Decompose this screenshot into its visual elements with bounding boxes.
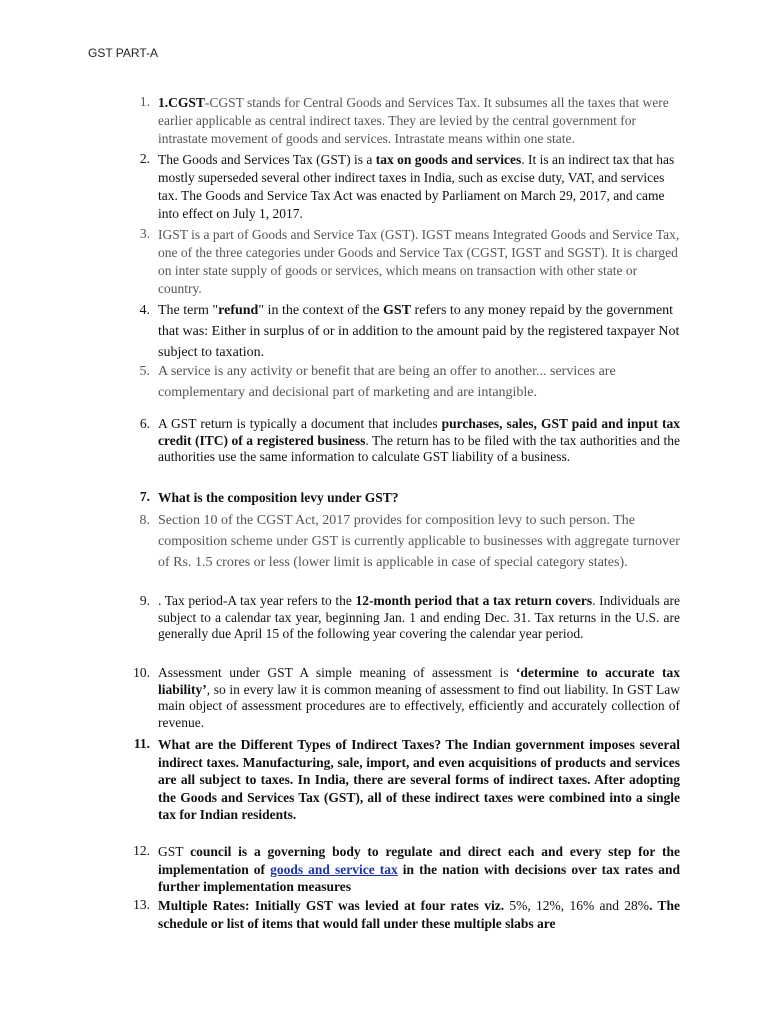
item-text: Section 10 of the CGST Act, 2017 provides for composition levy to such person. The composition scheme under GST is currently applicable to businesses with aggregate turnover of Rs. 1.5 crores or less (lower limit is applicable in case of special category states). <box>158 513 680 570</box>
item-number: 9. <box>139 593 150 608</box>
list-item-1 <box>118 94 680 148</box>
list-item-10 <box>118 665 680 731</box>
item-number: 5. <box>139 364 150 379</box>
item-text: A service is any activity or benefit that are being an offer to another... services are complementary and decisional part of marketing and are intangible. <box>158 364 616 400</box>
item-text: A GST return is typically a document that includes purchases, sales, GST paid and input tax credit (ITC) of a registered business. The return has to be filed with the tax authorities and the authorities use the same information to calculate GST liability of a business. <box>158 416 680 464</box>
term-cgst: 1.CGST <box>158 95 205 110</box>
list-item-6 <box>118 416 680 466</box>
list-item-12 <box>118 843 680 896</box>
item-text: GST council is a governing body to regulate and direct each and every step for the implementation of goods and service tax in the nation with decisions over tax rates and further implementation measures <box>158 844 680 895</box>
item-number: 8. <box>139 513 150 528</box>
item-number: 13. <box>133 897 150 912</box>
item-number: 1. <box>139 94 150 109</box>
list-item-11 <box>118 736 680 824</box>
item-number: 7. <box>139 489 150 504</box>
item-number: 3. <box>139 226 150 241</box>
page-header: GST PART-A <box>88 46 159 60</box>
item-text: The term "refund" in the context of the GST refers to any money repaid by the government that was: Either in surplus of or in addition to the amount paid by the registered taxpayer Not subject to taxation. <box>158 303 680 360</box>
list-item-4 <box>118 300 680 363</box>
item-number: 12. <box>133 843 150 858</box>
list-item-3 <box>118 226 680 298</box>
goods-and-service-tax-link[interactable]: goods and service tax <box>270 861 398 877</box>
item-text: . Tax period-A tax year refers to the 12-month period that a tax return covers. Individuals are subject to a calendar tax year, beginning Jan. 1 and ending Dec. 31. Tax returns in the U.S. are generally due April 15 of the following year covering the calendar year period. <box>158 593 680 641</box>
list-item-13 <box>118 897 680 932</box>
list-item-8 <box>118 510 680 573</box>
item-number: 4. <box>139 303 150 318</box>
item-text: 1.CGST-CGST stands for Central Goods and Services Tax. It subsumes all the taxes that were earlier applicable as central indirect taxes. They are levied by the central government for intrastate movement of goods and services. Intrastate means within one state. <box>158 95 669 146</box>
item-number: 11. <box>133 736 150 751</box>
item-number: 10. <box>133 665 150 680</box>
item-text: IGST is a part of Goods and Service Tax (GST). IGST means Integrated Goods and Service Tax, one of the three categories under Goods and Service Tax (CGST, IGST and SGST). It is charged on inter state supply of goods or services, which means on transaction with other state or country. <box>158 227 680 296</box>
item-number: 2. <box>139 151 150 166</box>
list-item-5 <box>118 361 680 403</box>
item-number: 6. <box>139 416 150 431</box>
item-text: What are the Different Types of Indirect Taxes? The Indian government imposes several indirect taxes. Manufacturing, sale, import, and even acquisitions of products and services are all subject to taxes. In India, there are several forms of indirect taxes. After adopting the Goods and Services Tax (GST), all of these indirect taxes were combined into a single tax for Indian residents. <box>158 737 680 823</box>
item-text: What is the composition levy under GST? <box>158 490 399 505</box>
list-item-7 <box>118 489 680 507</box>
list-item-2 <box>118 151 680 223</box>
list-item-9 <box>118 593 680 643</box>
item-text: Assessment under GST A simple meaning of assessment is ‘determine to accurate tax liability’, so in every law it is common meaning of assessment to find out liability. In GST Law main object of assessment procedures are to effectively, efficiently and accurately collection of revenue. <box>158 665 681 730</box>
item-text: The Goods and Services Tax (GST) is a tax on goods and services. It is an indirect tax that has mostly superseded several other indirect taxes in India, such as excise duty, VAT, and services tax. The Goods and Service Tax Act was enacted by Parliament on March 29, 2017, and came into effect on July 1, 2017. <box>158 152 675 221</box>
item-text: Multiple Rates: Initially GST was levied at four rates viz. 5%, 12%, 16% and 28%. The schedule or list of items that would fall under these multiple slabs are <box>158 898 680 931</box>
